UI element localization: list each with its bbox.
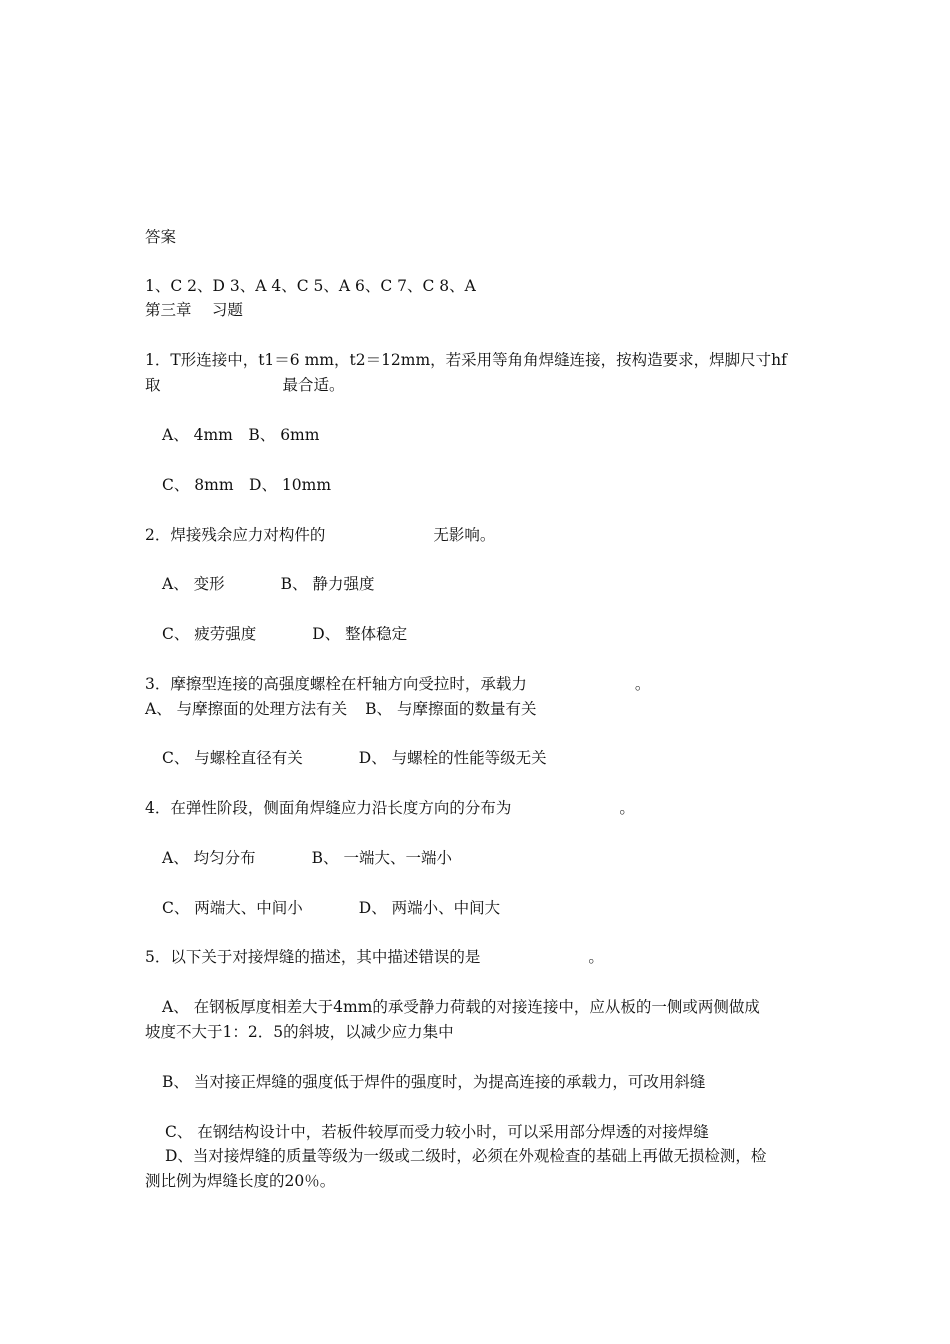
q3-option-d: D、 与螺栓的性能等级无关	[358, 749, 547, 767]
q4-option-b: B、 一端大、一端小	[311, 849, 452, 867]
q3-option-c: C、 与螺栓直径有关	[162, 749, 303, 767]
answers-line: 1、C 2、D 3、A 4、C 5、A 6、C 7、C 8、A	[145, 277, 476, 295]
q1-stem: 1．T形连接中，t1＝6 mm，t2＝12mm，若采用等角角焊缝连接，按构造要求，焊脚尺寸hf	[145, 351, 787, 369]
q4-option-c: C、 两端大、中间小	[162, 899, 303, 917]
q4-stem-b: 。	[619, 799, 635, 817]
q5-option-a-line1: A、 在钢板厚度相差大于4mm的承受静力荷载的对接连接中，应从板的一侧或两侧做成	[162, 998, 760, 1016]
chapter-title: 第三章 习题	[145, 301, 243, 319]
q2-option-c: C、 疲劳强度	[162, 625, 257, 643]
q1-stem-cont-b: 最合适。	[282, 376, 345, 394]
q3-options-ab	[145, 698, 815, 720]
q3-stem-a: 3．摩擦型连接的高强度螺栓在杆轴方向受拉时，承载力	[145, 675, 527, 693]
q5-option-b: B、 当对接正焊缝的强度低于焊件的强度时，为提高连接的承载力，可改用斜缝	[162, 1073, 706, 1091]
q5-option-d-line1: D、当对接焊缝的质量等级为一级或二级时，必须在外观检查的基础上再做无损检测，检	[165, 1147, 767, 1165]
q3-stem	[145, 673, 815, 695]
q3-stem-b: 。	[634, 675, 651, 693]
q4-option-d: D、 两端小、中间大	[358, 899, 501, 917]
q5-stem-b: 。	[588, 948, 604, 966]
q4-options-cd	[162, 897, 832, 919]
q1-stem-cont-a: 取	[145, 376, 161, 394]
q5-stem	[145, 946, 815, 968]
q5-stem-a: 5．以下关于对接焊缝的描述，其中描述错误的是	[145, 948, 481, 966]
q1-options-ab: A、 4mm B、 6mm	[162, 426, 320, 444]
q2-option-d: D、 整体稳定	[312, 625, 408, 643]
q1-stem-cont	[145, 374, 815, 396]
q2-stem-b: 无影响。	[433, 526, 496, 544]
q2-option-a: A、 变形	[162, 575, 225, 593]
q4-options-ab	[162, 847, 832, 869]
q5-option-d-line2: 测比例为焊缝长度的20％。	[145, 1172, 336, 1190]
q2-options-ab	[162, 573, 832, 595]
q5-option-a-line2: 坡度不大于1：2．5的斜坡，以减少应力集中	[145, 1023, 454, 1041]
q1-options-cd: C、 8mm D、 10mm	[162, 476, 332, 494]
q2-stem	[145, 524, 815, 546]
q4-stem	[145, 797, 815, 819]
q4-stem-a: 4．在弹性阶段，侧面角焊缝应力沿长度方向的分布为	[145, 799, 512, 817]
q2-options-cd	[162, 623, 832, 645]
q2-stem-a: 2．焊接残余应力对构件的	[145, 526, 326, 544]
q2-option-b: B、 静力强度	[280, 575, 375, 593]
q3-option-b: B、 与摩擦面的数量有关	[365, 700, 537, 718]
q4-option-a: A、 均匀分布	[162, 849, 256, 867]
q5-option-c: C、 在钢结构设计中，若板件较厚而受力较小时，可以采用部分焊透的对接焊缝	[165, 1123, 709, 1141]
answers-heading: 答案	[145, 228, 177, 246]
q3-options-cd	[162, 747, 832, 769]
q3-option-a: A、 与摩擦面的处理方法有关	[145, 700, 348, 718]
